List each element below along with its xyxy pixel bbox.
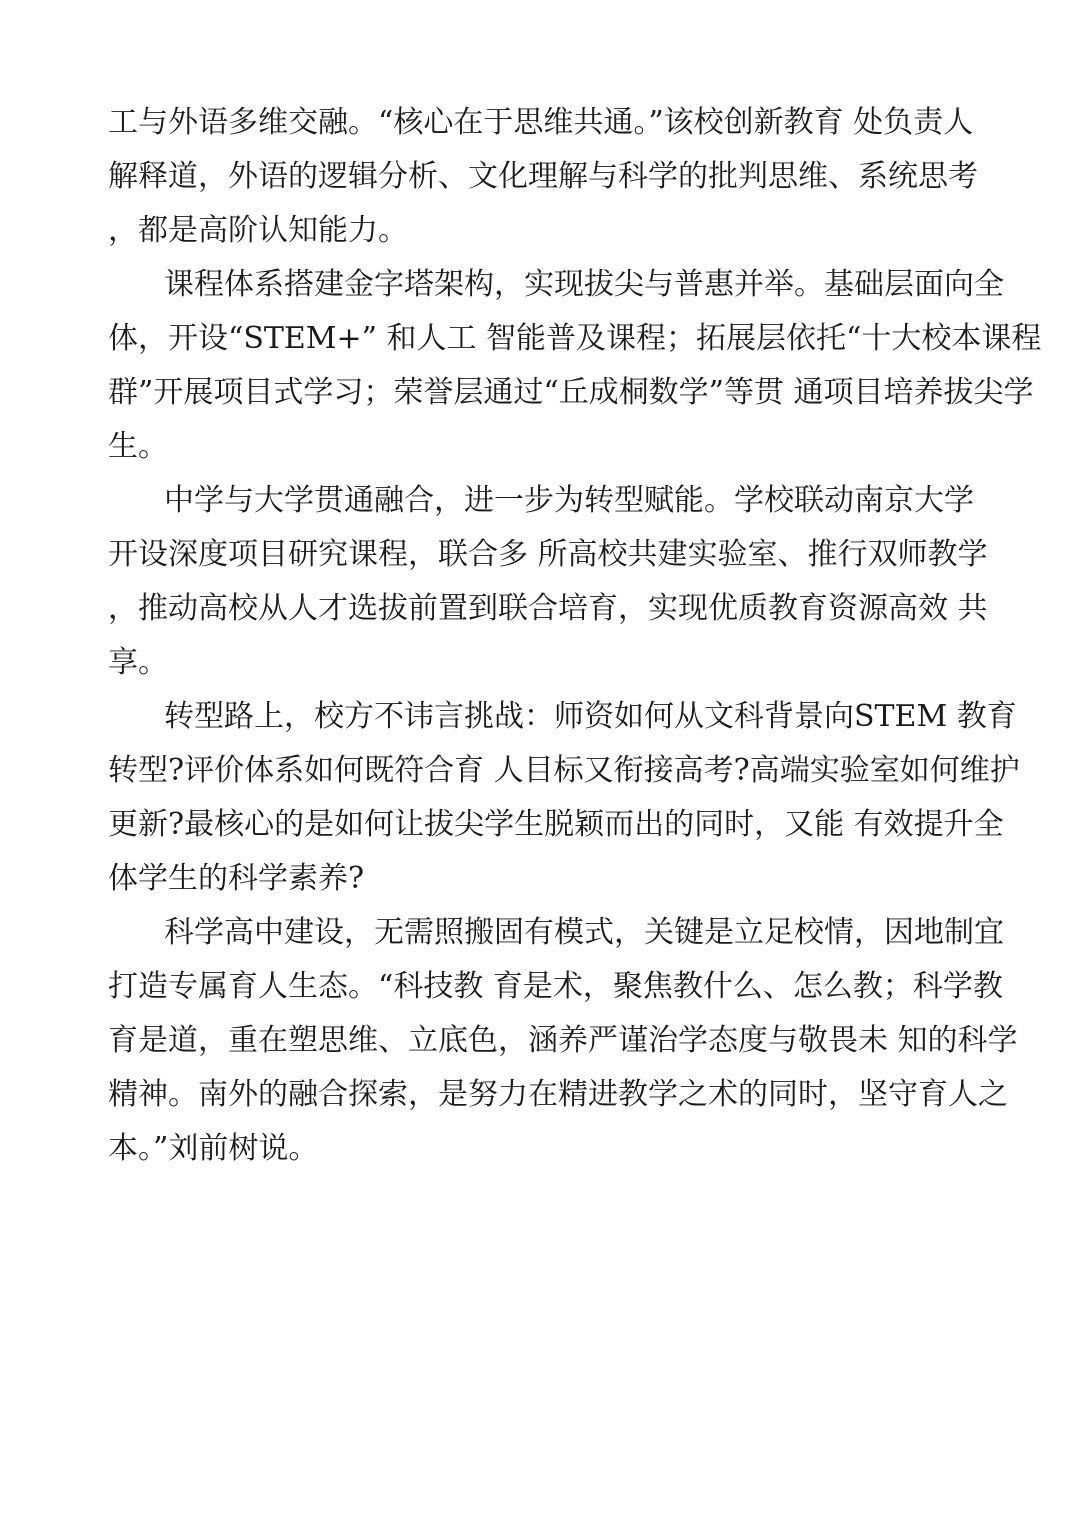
text-line: 科学高中建设，无需照搬固有模式，关键是立足校情，因地制宜 [164, 915, 1004, 950]
text-line: 群”开展项目式学习；荣誉层通过“丘成桐数学”等贯 通项目培养拔尖学 [108, 375, 1034, 410]
text-line: 工与外语多维交融。“核心在于思维共通。”该校创新教育 处负责人 [108, 105, 974, 140]
text-line: 解释道，外语的逻辑分析、文化理解与科学的批判思维、系统思考 [108, 159, 978, 194]
text-line: 中学与大学贯通融合，进一步为转型赋能。学校联动南京大学 [164, 483, 974, 518]
text-line: 体，开设“STEM+” 和人工 智能普及课程；拓展层依托“十大校本课程 [108, 321, 1042, 356]
text-line: 精神。南外的融合探索，是努力在精进教学之术的同时，坚守育人之 [108, 1077, 1008, 1112]
text-line: 打造专属育人生态。“科技教 育是术，聚焦教什么、怎么教；科学教 [108, 969, 1003, 1004]
text-line: 转型路上，校方不讳言挑战：师资如何从文科背景向STEM 教育 [164, 699, 1017, 734]
text-line: 转型?评价体系如何既符合育 人目标又衔接高考?高端实验室如何维护 [108, 753, 1020, 788]
text-line: 体学生的科学素养? [108, 861, 365, 896]
paragraph-3 [108, 474, 988, 690]
paragraph-2 [108, 258, 1042, 474]
text-line: 开设深度项目研究课程，联合多 所高校共建实验室、推行双师教学 [108, 537, 988, 572]
text-line: 育是道，重在塑思维、立底色，涵养严谨治学态度与敬畏未 知的科学 [108, 1023, 1018, 1058]
text-line: 生。 [108, 429, 168, 464]
text-line: ，推动高校从人才选拔前置到联合培育，实现优质教育资源高效 共 [108, 591, 988, 626]
paragraph-5 [108, 906, 1018, 1176]
article-body [108, 96, 1042, 1176]
paragraph-4 [108, 690, 1020, 906]
text-line: ，都是高阶认知能力。 [108, 213, 408, 248]
text-line: 课程体系搭建金字塔架构，实现拔尖与普惠并举。基础层面向全 [164, 267, 1004, 302]
paragraph-1 [108, 96, 978, 258]
text-line: 本。”刘前树说。 [108, 1131, 319, 1166]
text-line: 更新?最核心的是如何让拔尖学生脱颖而出的同时，又能 有效提升全 [108, 807, 1004, 842]
text-line: 享。 [108, 645, 168, 680]
